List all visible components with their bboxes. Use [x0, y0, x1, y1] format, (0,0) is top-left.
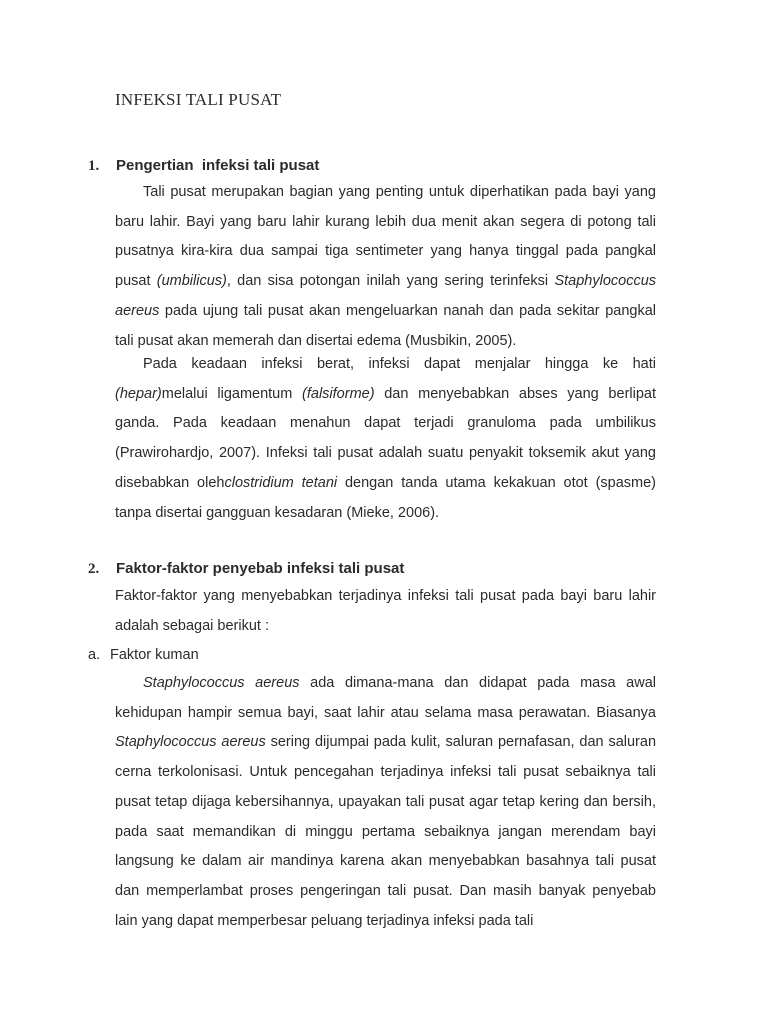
- paragraph-text: dan menyebabkan abses yang berlipat ganda. Pada keadaan menahun dapat terjadi granuloma pada umbilikus (Prawirohardjo, 2007). Infeksi tali pusat adalah suatu penyakit toksemik akut yang disebabkan oleh: [115, 385, 656, 491]
- section-1-paragraph-1: [115, 178, 656, 356]
- sub-item-a-letter: a.: [88, 647, 101, 663]
- italic-term: Staphylococcus aereus: [115, 734, 266, 751]
- section-1-number: 1.: [88, 158, 100, 174]
- italic-term: clostridium tetani: [224, 474, 338, 491]
- section-2-intro: Faktor-faktor yang menyebabkan terjadinya infeksi tali pusat pada bayi baru lahir adalah sebagai berikut :: [115, 588, 656, 634]
- paragraph-text: , dan sisa potongan inilah yang sering terinfeksi: [226, 273, 555, 290]
- section-2-number: 2.: [88, 561, 100, 577]
- italic-term: Staphylococcus aereus: [115, 273, 657, 319]
- paragraph-text: Tali pusat merupakan bagian yang penting untuk diperhatikan pada bayi yang baru lahir. Bayi yang baru lahir kurang lebih dua menit akan segera di potong tali pusatnya kira-kira dua sampai tiga sentimeter yang hanya tinggal pada pangkal pusat: [115, 184, 656, 290]
- sub-item-a: [88, 647, 199, 663]
- section-2-title: Faktor-faktor penyebab infeksi tali pusat: [116, 560, 405, 577]
- paragraph-text: melalui ligamentum: [161, 385, 303, 402]
- section-1-paragraph-2: [115, 350, 656, 528]
- paragraph-text: pada ujung tali pusat akan mengeluarkan nanah dan pada sekitar pangkal tali pusat akan memerah dan disertai edema (Musbikin, 2005).: [115, 302, 656, 349]
- section-2-heading: [88, 560, 404, 578]
- italic-term: (umbilicus): [156, 273, 227, 290]
- paragraph-text: Pada keadaan infeksi berat, infeksi dapat menjalar hingga ke hati: [143, 356, 656, 372]
- paragraph-text: ada dimana-mana dan didapat pada masa awal kehidupan hampir semua bayi, saat lahir atau selama masa perawatan. Biasanya: [115, 675, 656, 721]
- paragraph-text: sering dijumpai pada kulit, saluran pernafasan, dan saluran cerna terkolonisasi. Untuk pencegahan terjadinya infeksi tali pusat sebaiknya tali pusat tetap dijaga kebersihannya, upayakan tali pusat agar tetap kering dan bersih, pada saat memandikan di minggu pertama sebaiknya jangan merendam bayi langsung ke dalam air mandinya karena akan menyebabkan basahnya tali pusat dan memperlambat proses pengeringan tali pusat. Dan masih banyak penyebab lain yang dapat memperbesar peluang terjadinya infeksi pada tali: [115, 734, 657, 929]
- paragraph-text: dengan tanda utama kekakuan otot (spasme) tanpa disertai gangguan kesadaran (Mieke, 2006).: [115, 474, 656, 521]
- italic-term: Staphylococcus aereus: [143, 675, 300, 691]
- italic-term: (hepar): [115, 385, 162, 402]
- section-1-title: Pengertian infeksi tali pusat: [116, 157, 320, 174]
- document-title: INFEKSI TALI PUSAT: [115, 90, 282, 109]
- sub-item-a-paragraph: [115, 669, 656, 936]
- italic-term: (falsiforme): [302, 385, 375, 402]
- sub-item-a-label: Faktor kuman: [110, 647, 199, 663]
- section-1-heading: [88, 157, 319, 175]
